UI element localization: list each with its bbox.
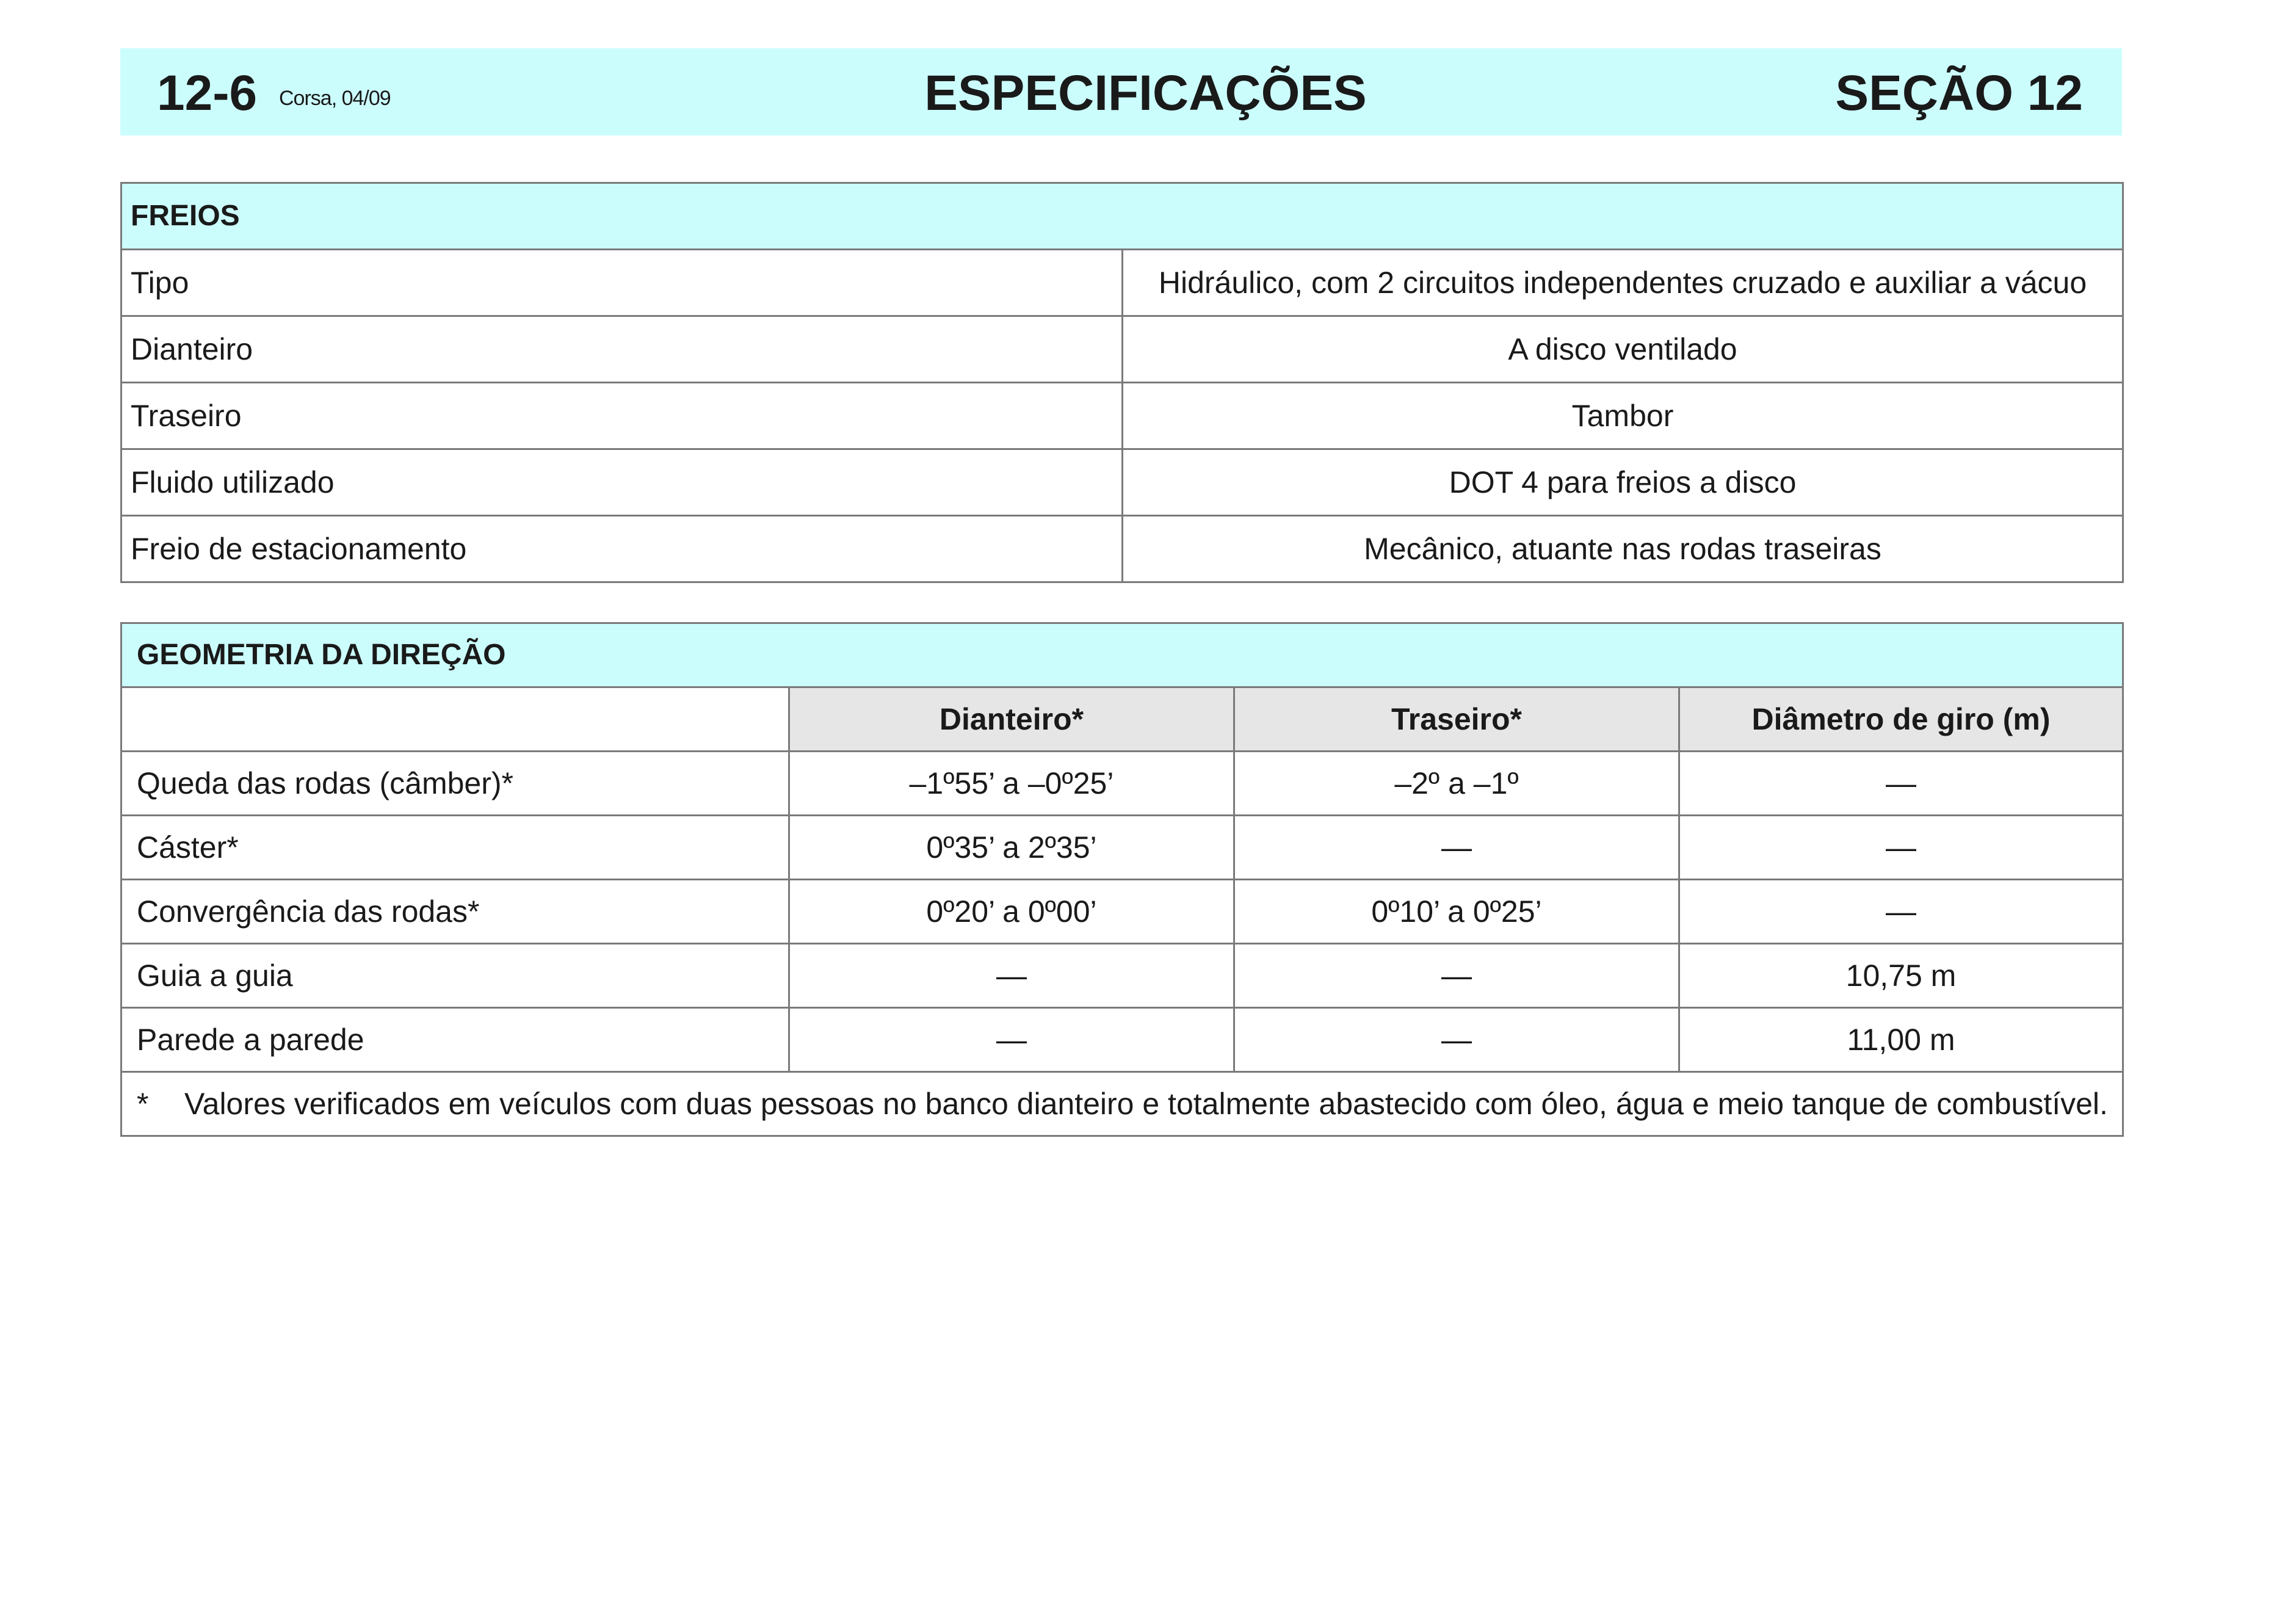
- column-header-row: [121, 687, 2123, 752]
- geometry-title-row: [121, 623, 2123, 687]
- cell-rear: —: [1234, 944, 1679, 1008]
- cell-front: 0º35’ a 2º35’: [789, 816, 1234, 880]
- table-row: [121, 516, 2123, 582]
- table-row: [121, 752, 2123, 816]
- cell-rear: —: [1234, 816, 1679, 880]
- cell-front: –1º55’ a –0º25’: [789, 752, 1234, 816]
- table-row: [121, 1008, 2123, 1072]
- footnote: [121, 1072, 2123, 1136]
- row-label: Cáster*: [121, 816, 789, 880]
- cell-turning-diameter: 10,75 m: [1679, 944, 2123, 1008]
- footnote-text: Valores verificados em veículos com duas pessoas no banco dianteiro e totalmente abastecido com óleo, água e meio tanque de combustível.: [184, 1087, 2108, 1121]
- table-row: [121, 449, 2123, 516]
- table-row: [121, 383, 2123, 449]
- row-value: DOT 4 para freios a disco: [1123, 449, 2123, 516]
- brakes-table: [120, 182, 2124, 583]
- brakes-title-row: [121, 183, 2123, 250]
- table-row: [121, 944, 2123, 1008]
- table-row: [121, 250, 2123, 316]
- cell-turning-diameter: —: [1679, 816, 2123, 880]
- column-header-turning-diameter: Diâmetro de giro (m): [1679, 687, 2123, 752]
- row-label: Queda das rodas (câmber)*: [121, 752, 789, 816]
- row-label: Tipo: [121, 250, 1123, 316]
- page-number: 12-6: [157, 65, 258, 121]
- cell-turning-diameter: 11,00 m: [1679, 1008, 2123, 1072]
- row-label: Parede a parede: [121, 1008, 789, 1072]
- footnote-marker: *: [137, 1087, 149, 1121]
- cell-turning-diameter: —: [1679, 752, 2123, 816]
- cell-rear: –2º a –1º: [1234, 752, 1679, 816]
- column-header-front: Dianteiro*: [789, 687, 1234, 752]
- cell-rear: —: [1234, 1008, 1679, 1072]
- row-label: Traseiro: [121, 383, 1123, 449]
- cell-rear: 0º10’ a 0º25’: [1234, 880, 1679, 944]
- cell-front: 0º20’ a 0º00’: [789, 880, 1234, 944]
- section-label: SEÇÃO 12: [1835, 65, 2083, 121]
- steering-geometry-table: [120, 622, 2124, 1137]
- cell-turning-diameter: —: [1679, 880, 2123, 944]
- brakes-title: FREIOS: [121, 183, 2123, 250]
- row-value: A disco ventilado: [1123, 316, 2123, 383]
- row-value: Tambor: [1123, 383, 2123, 449]
- row-value: Hidráulico, com 2 circuitos independentes cruzado e auxiliar a vácuo: [1123, 250, 2123, 316]
- column-header-rear: Traseiro*: [1234, 687, 1679, 752]
- footnote-row: [121, 1072, 2123, 1136]
- row-label: Convergência das rodas*: [121, 880, 789, 944]
- table-row: [121, 880, 2123, 944]
- cell-front: —: [789, 944, 1234, 1008]
- table-row: [121, 316, 2123, 383]
- cell-front: —: [789, 1008, 1234, 1072]
- row-label: Guia a guia: [121, 944, 789, 1008]
- empty-header-cell: [121, 687, 789, 752]
- page-title: ESPECIFICAÇÕES: [924, 65, 1367, 121]
- row-label: Dianteiro: [121, 316, 1123, 383]
- table-row: [121, 816, 2123, 880]
- geometry-title: GEOMETRIA DA DIREÇÃO: [121, 623, 2123, 687]
- row-value: Mecânico, atuante nas rodas traseiras: [1123, 516, 2123, 582]
- page-header: [120, 48, 2122, 136]
- edition-label: Corsa, 04/09: [279, 87, 391, 110]
- row-label: Freio de estacionamento: [121, 516, 1123, 582]
- row-label: Fluido utilizado: [121, 449, 1123, 516]
